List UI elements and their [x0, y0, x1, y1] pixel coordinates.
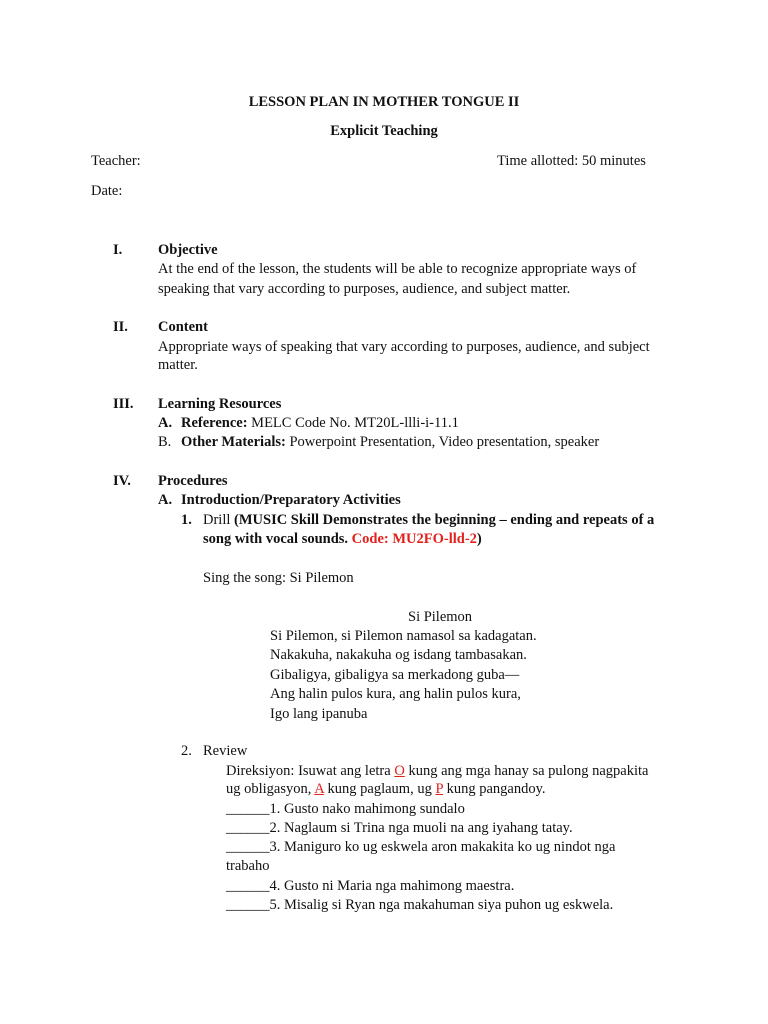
- teacher-label: Teacher:: [91, 153, 141, 169]
- reference-label: Reference:: [181, 415, 248, 431]
- review-label: Review: [203, 743, 248, 759]
- content-line-1: Appropriate ways of speaking that vary according to purposes, audience, and subject: [158, 339, 650, 355]
- review-item-2: ______2. Naglaum si Trina nga muoli na ang iyahang tatay.: [226, 820, 573, 836]
- procedures-heading: Procedures: [158, 473, 228, 489]
- content-heading: Content: [158, 319, 208, 335]
- letter-o: O: [394, 763, 405, 779]
- resources-reference: [181, 414, 459, 433]
- song-title: Si Pilemon: [408, 609, 473, 625]
- document-title: LESSON PLAN IN MOTHER TONGUE II: [248, 94, 520, 110]
- song-line-5: Igo lang ipanuba: [270, 706, 368, 722]
- direction-text-1a: Direksiyon: Isuwat ang letra: [226, 763, 395, 779]
- review-item-5: ______5. Misalig si Ryan nga makahuman siya puhon ug eskwela.: [226, 897, 614, 913]
- drill-skill-2: song with vocal sounds.: [203, 531, 352, 547]
- objective-heading: Objective: [158, 242, 218, 258]
- procedures-a-label: Introduction/Preparatory Activities: [181, 492, 401, 508]
- procedures-a-marker: A.: [158, 492, 173, 508]
- letter-a: A: [314, 781, 324, 797]
- direction-text-2a: ug obligasyon,: [226, 781, 315, 797]
- procedures-numeral: IV.: [113, 473, 131, 489]
- objective-numeral: I.: [113, 242, 123, 258]
- content-numeral: II.: [113, 319, 128, 335]
- resources-b-marker: B.: [158, 434, 172, 450]
- resources-other-materials: [181, 433, 599, 452]
- drill-code: Code: MU2FO-lld-2: [351, 531, 477, 547]
- song-line-1: Si Pilemon, si Pilemon namasol sa kadagatan.: [270, 628, 537, 644]
- direction-text-2b: kung paglaum, ug: [323, 781, 436, 797]
- direction-text-2c: kung pangandoy.: [442, 781, 546, 797]
- review-item-3: ______3. Maniguro ko ug eskwela aron makakita ko ug nindot nga: [226, 839, 616, 855]
- resources-a-marker: A.: [158, 415, 173, 431]
- reference-text: MELC Code No. MT20L-llli-i-11.1: [247, 415, 459, 431]
- resources-numeral: III.: [113, 396, 134, 412]
- drill-line-2: [203, 530, 482, 549]
- direction-line-1: [226, 762, 648, 781]
- song-line-2: Nakakuha, nakakuha og isdang tambasakan.: [270, 647, 527, 663]
- sing-instruction: Sing the song: Si Pilemon: [203, 570, 354, 586]
- other-materials-text: Powerpoint Presentation, Video presentation, speaker: [285, 434, 600, 450]
- review-marker: 2.: [181, 743, 192, 759]
- resources-heading: Learning Resources: [158, 396, 282, 412]
- content-line-2: matter.: [158, 357, 198, 373]
- direction-line-2: [226, 780, 546, 799]
- direction-text-1b: kung ang mga hanay sa pulong nagpakita: [404, 763, 649, 779]
- drill-word: Drill: [203, 512, 235, 528]
- date-label: Date:: [91, 183, 123, 199]
- review-item-1: ______1. Gusto nako mahimong sundalo: [226, 801, 465, 817]
- letter-p: P: [435, 781, 443, 797]
- document-subtitle: Explicit Teaching: [330, 123, 438, 139]
- drill-close: ): [476, 531, 482, 547]
- drill-marker: 1.: [181, 512, 192, 528]
- objective-line-2: speaking that vary according to purposes, audience, and subject matter.: [158, 281, 571, 297]
- song-line-4: Ang halin pulos kura, ang halin pulos kura,: [270, 686, 521, 702]
- song-line-3: Gibaligya, gibaligya sa merkadong guba—: [270, 667, 520, 683]
- drill-line-1: [203, 511, 654, 530]
- other-materials-label: Other Materials:: [181, 434, 286, 450]
- review-item-3-continued: trabaho: [226, 858, 270, 874]
- objective-line-1: At the end of the lesson, the students will be able to recognize appropriate ways of: [158, 261, 637, 277]
- time-allotted: Time allotted: 50 minutes: [497, 153, 646, 169]
- drill-skill-1: (MUSIC Skill Demonstrates the beginning – ending and repeats of a: [234, 512, 655, 528]
- review-item-4: ______4. Gusto ni Maria nga mahimong maestra.: [226, 878, 515, 894]
